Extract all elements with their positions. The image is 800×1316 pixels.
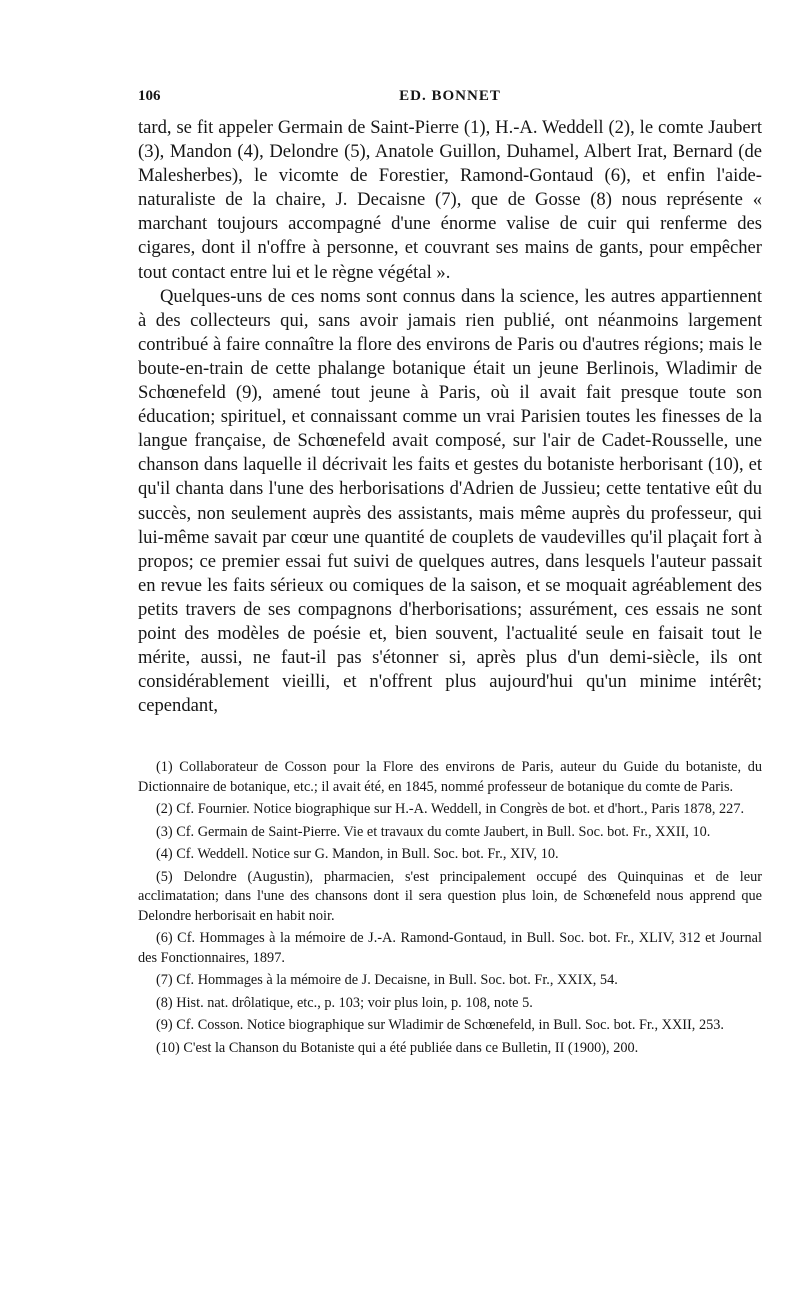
book-page: [138, 88, 762, 1061]
footnote: (5) Delondre (Augustin), pharmacien, s'est principalement occupé des Quinquinas et de leur acclimatation; dans l'une des chansons dont il sera question plus loin, de Schœnefeld nous apprend que Delondre herborisait en habit noir.: [138, 868, 762, 924]
footnote: (8) Hist. nat. drôlatique, etc., p. 103; voir plus loin, p. 108, note 5.: [156, 994, 533, 1011]
main-text: [138, 116, 762, 718]
footnote: (1) Collaborateur de Cosson pour la Flore des environs de Paris, auteur du Guide du botaniste, du Dictionnaire de botanique, etc.; il avait été, en 1845, nommé professeur de botanique du comte de Paris.: [138, 759, 762, 795]
footnote: (10) C'est la Chanson du Botaniste qui a été publiée dans ce Bulletin, II (1900), 200.: [156, 1039, 639, 1056]
footnote: (7) Cf. Hommages à la mémoire de J. Decaisne, in Bull. Soc. bot. Fr., XXIX, 54.: [156, 972, 618, 989]
paragraph: Quelques-uns de ces noms sont connus dans la science, les autres appartiennent à des collecteurs qui, sans avoir jamais rien publié, ont néanmoins largement contribué à faire connaître la flore des environs de Paris ou d'autres régions; mais le boute-en-train de cette phalange botanique était un jeune Berlinois, Wladimir de Schœnefeld (9), amené tout jeune à Paris, où il avait fait presque toute son éducation; spirituel, et connaissant comme un vrai Parisien toutes les finesses de la langue française, de Schœnefeld avait composé, sur l'air de Cadet-Rousselle, une chanson dans laquelle il décrivait les faits et gestes du botaniste herborisant (10), et qu'il chanta dans l'une des herborisations d'Adrien de Jussieu; cette tentative eût du succès, non seulement auprès des assistants, mais même auprès du professeur, qui lui-même savait par cœur une quantité de couplets de vaudevilles qu'il plaçait fort à propos; ce premier essai fut suivi de quelques autres, dans lesquels l'auteur passait en revue les faits sérieux ou comiques de la saison, et se moquait agréablement des petits travers de ses compagnons d'herborisations; assurément, ces essais ne sont point des modèles de poésie et, bien souvent, l'actualité seule en faisait tout le mérite, aussi, ne faut-il pas s'étonner si, après plus d'un demi-siècle, ils ont considérablement vieilli, et n'offrent plus aujourd'hui qu'un minime intérêt; cependant,: [138, 285, 762, 717]
footnote: (6) Cf. Hommages à la mémoire de J.-A. Ramond-Gontaud, in Bull. Soc. bot. Fr., XLIV, 312 et Journal des Fonctionnaires, 1897.: [138, 930, 762, 966]
footnote: (2) Cf. Fournier. Notice biographique sur H.-A. Weddell, in Congrès de bot. et d'hort., Paris 1878, 227.: [156, 801, 745, 818]
footnote: (4) Cf. Weddell. Notice sur G. Mandon, in Bull. Soc. bot. Fr., XIV, 10.: [156, 846, 559, 863]
page-header: [138, 88, 762, 114]
running-title: ED. BONNET: [399, 88, 501, 104]
paragraph: tard, se fit appeler Germain de Saint-Pierre (1), H.-A. Weddell (2), le comte Jaubert (3), Mandon (4), Delondre (5), Anatole Guillon, Duhamel, Albert Irat, Bernard (de Malesherbes), le vicomte de Forestier, Ramond-Gontaud (6), et enfin l'aide-naturaliste de la chaire, J. Decaisne (7), que de Gosse (8) nous représente « marchant toujours accompagné d'une énorme valise de cuir qui renferme des cigares, dont il n'offre à personne, et couvrant ses mains de gants, pour empêcher tout contact entre lui et le règne végétal ».: [138, 117, 762, 283]
footnote: (3) Cf. Germain de Saint-Pierre. Vie et travaux du comte Jaubert, in Bull. Soc. bot. Fr., XXII, 10.: [156, 823, 711, 840]
footnote: (9) Cf. Cosson. Notice biographique sur Wladimir de Schœnefeld, in Bull. Soc. bot. Fr., XXII, 253.: [156, 1017, 724, 1034]
page-number: 106: [138, 88, 161, 104]
footnotes: [138, 758, 762, 1058]
